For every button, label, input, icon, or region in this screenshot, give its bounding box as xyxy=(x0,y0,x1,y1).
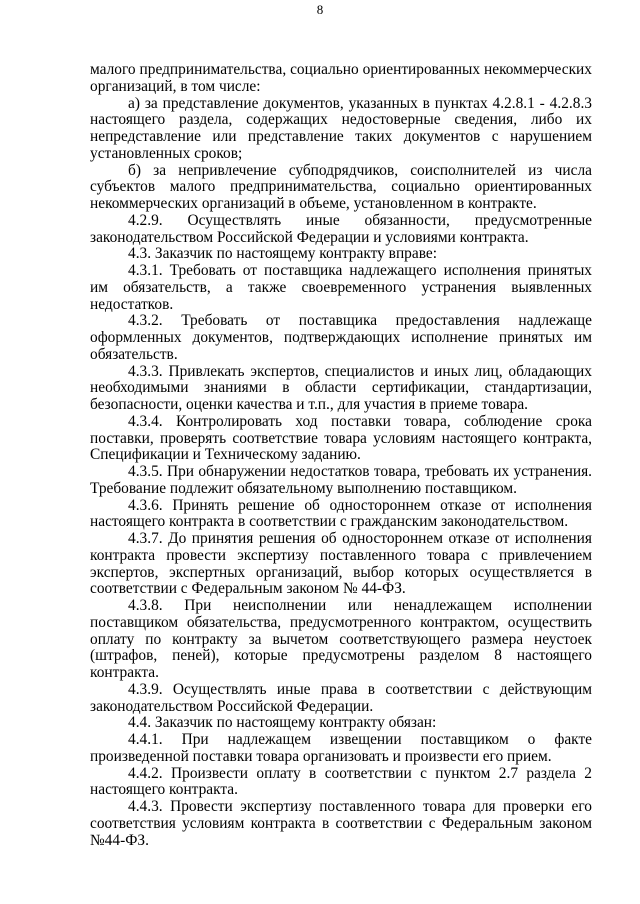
paragraph: 4.4.2. Произвести оплату в соответствии с пунктом 2.7 раздела 2 настоящего контракта. xyxy=(90,764,592,799)
page-number: 8 xyxy=(316,2,324,17)
paragraph: 4.4. Заказчик по настоящему контракту обязан: xyxy=(128,714,437,732)
paragraph: 4.3.3. Привлекать экспертов, специалистов и иных лиц, обладающих необходимыми знаниями в области сертификации, стандартизации, безопасности, оценки качества и т.п., для участия в приеме товара. xyxy=(90,362,592,413)
document-body xyxy=(90,62,592,849)
paragraph: 4.3.6. Принять решение об одностороннем отказе от исполнения настоящего контракта в соответствии с гражданским законодательством. xyxy=(90,496,592,531)
paragraph: 4.3. Заказчик по настоящему контракту вправе: xyxy=(128,245,437,263)
paragraph: 4.3.7. До принятия решения об одностороннем отказе от исполнения контракта провести экспертизу поставленного товара с привлечением экспертов, экспертных организаций, выбор которых осуществляется в соответствии с Федеральным законом № 44-ФЗ. xyxy=(90,530,592,598)
paragraph: а) за представление документов, указанных в пунктах 4.2.8.1 - 4.2.8.3 настоящего раздела, содержащих недостоверные сведения, либо их непредставление или представление таких документов с нарушением установленных сроков; xyxy=(90,94,592,162)
paragraph: 4.3.9. Осуществлять иные права в соответствии с действующим законодательством Российской Федерации. xyxy=(90,680,592,715)
paragraph: малого предпринимательства, социально ориентированных некоммерческих организаций, в том числе: xyxy=(90,61,592,95)
paragraph: б) за непривлечение субподрядчиков, соисполнителей из числа субъектов малого предпринимательства, социально ориентированных некоммерческих организаций в объеме, установленном в контракте. xyxy=(90,161,592,212)
paragraph: 4.4.3. Провести экспертизу поставленного товара для проверки его соответствия условиям контракта в соответствии с Федеральным законом №44-ФЗ. xyxy=(90,798,592,849)
paragraph: 4.3.8. При неисполнении или ненадлежащем исполнении поставщиком обязательства, предусмотренного контрактом, осуществить оплату по контракту за вычетом соответствующего размера неустоек (штрафов, пеней), которые предусмотрены разделом 8 настоящего контракта. xyxy=(90,597,592,681)
paragraph: 4.2.9. Осуществлять иные обязанности, предусмотренные законодательством Российской Федерации и условиями контракта. xyxy=(90,211,592,246)
paragraph: 4.3.1. Требовать от поставщика надлежащего исполнения принятых им обязательств, а также своевременного устранения выявленных недостатков. xyxy=(90,262,592,313)
paragraph: 4.3.2. Требовать от поставщика предоставления надлежаще оформленных документов, подтверждающих исполнение принятых им обязательств. xyxy=(90,312,592,363)
paragraph: 4.3.5. При обнаружении недостатков товара, требовать их устранения. Требование подлежит обязательному выполнению поставщиком. xyxy=(90,463,592,497)
paragraph: 4.4.1. При надлежащем извещении поставщиком о факте произведенной поставки товара организовать и произвести его прием. xyxy=(90,731,592,765)
paragraph: 4.3.4. Контролировать ход поставки товара, соблюдение срока поставки, проверять соответствие товара условиям настоящего контракта, Спецификации и Техническому заданию. xyxy=(90,412,592,464)
